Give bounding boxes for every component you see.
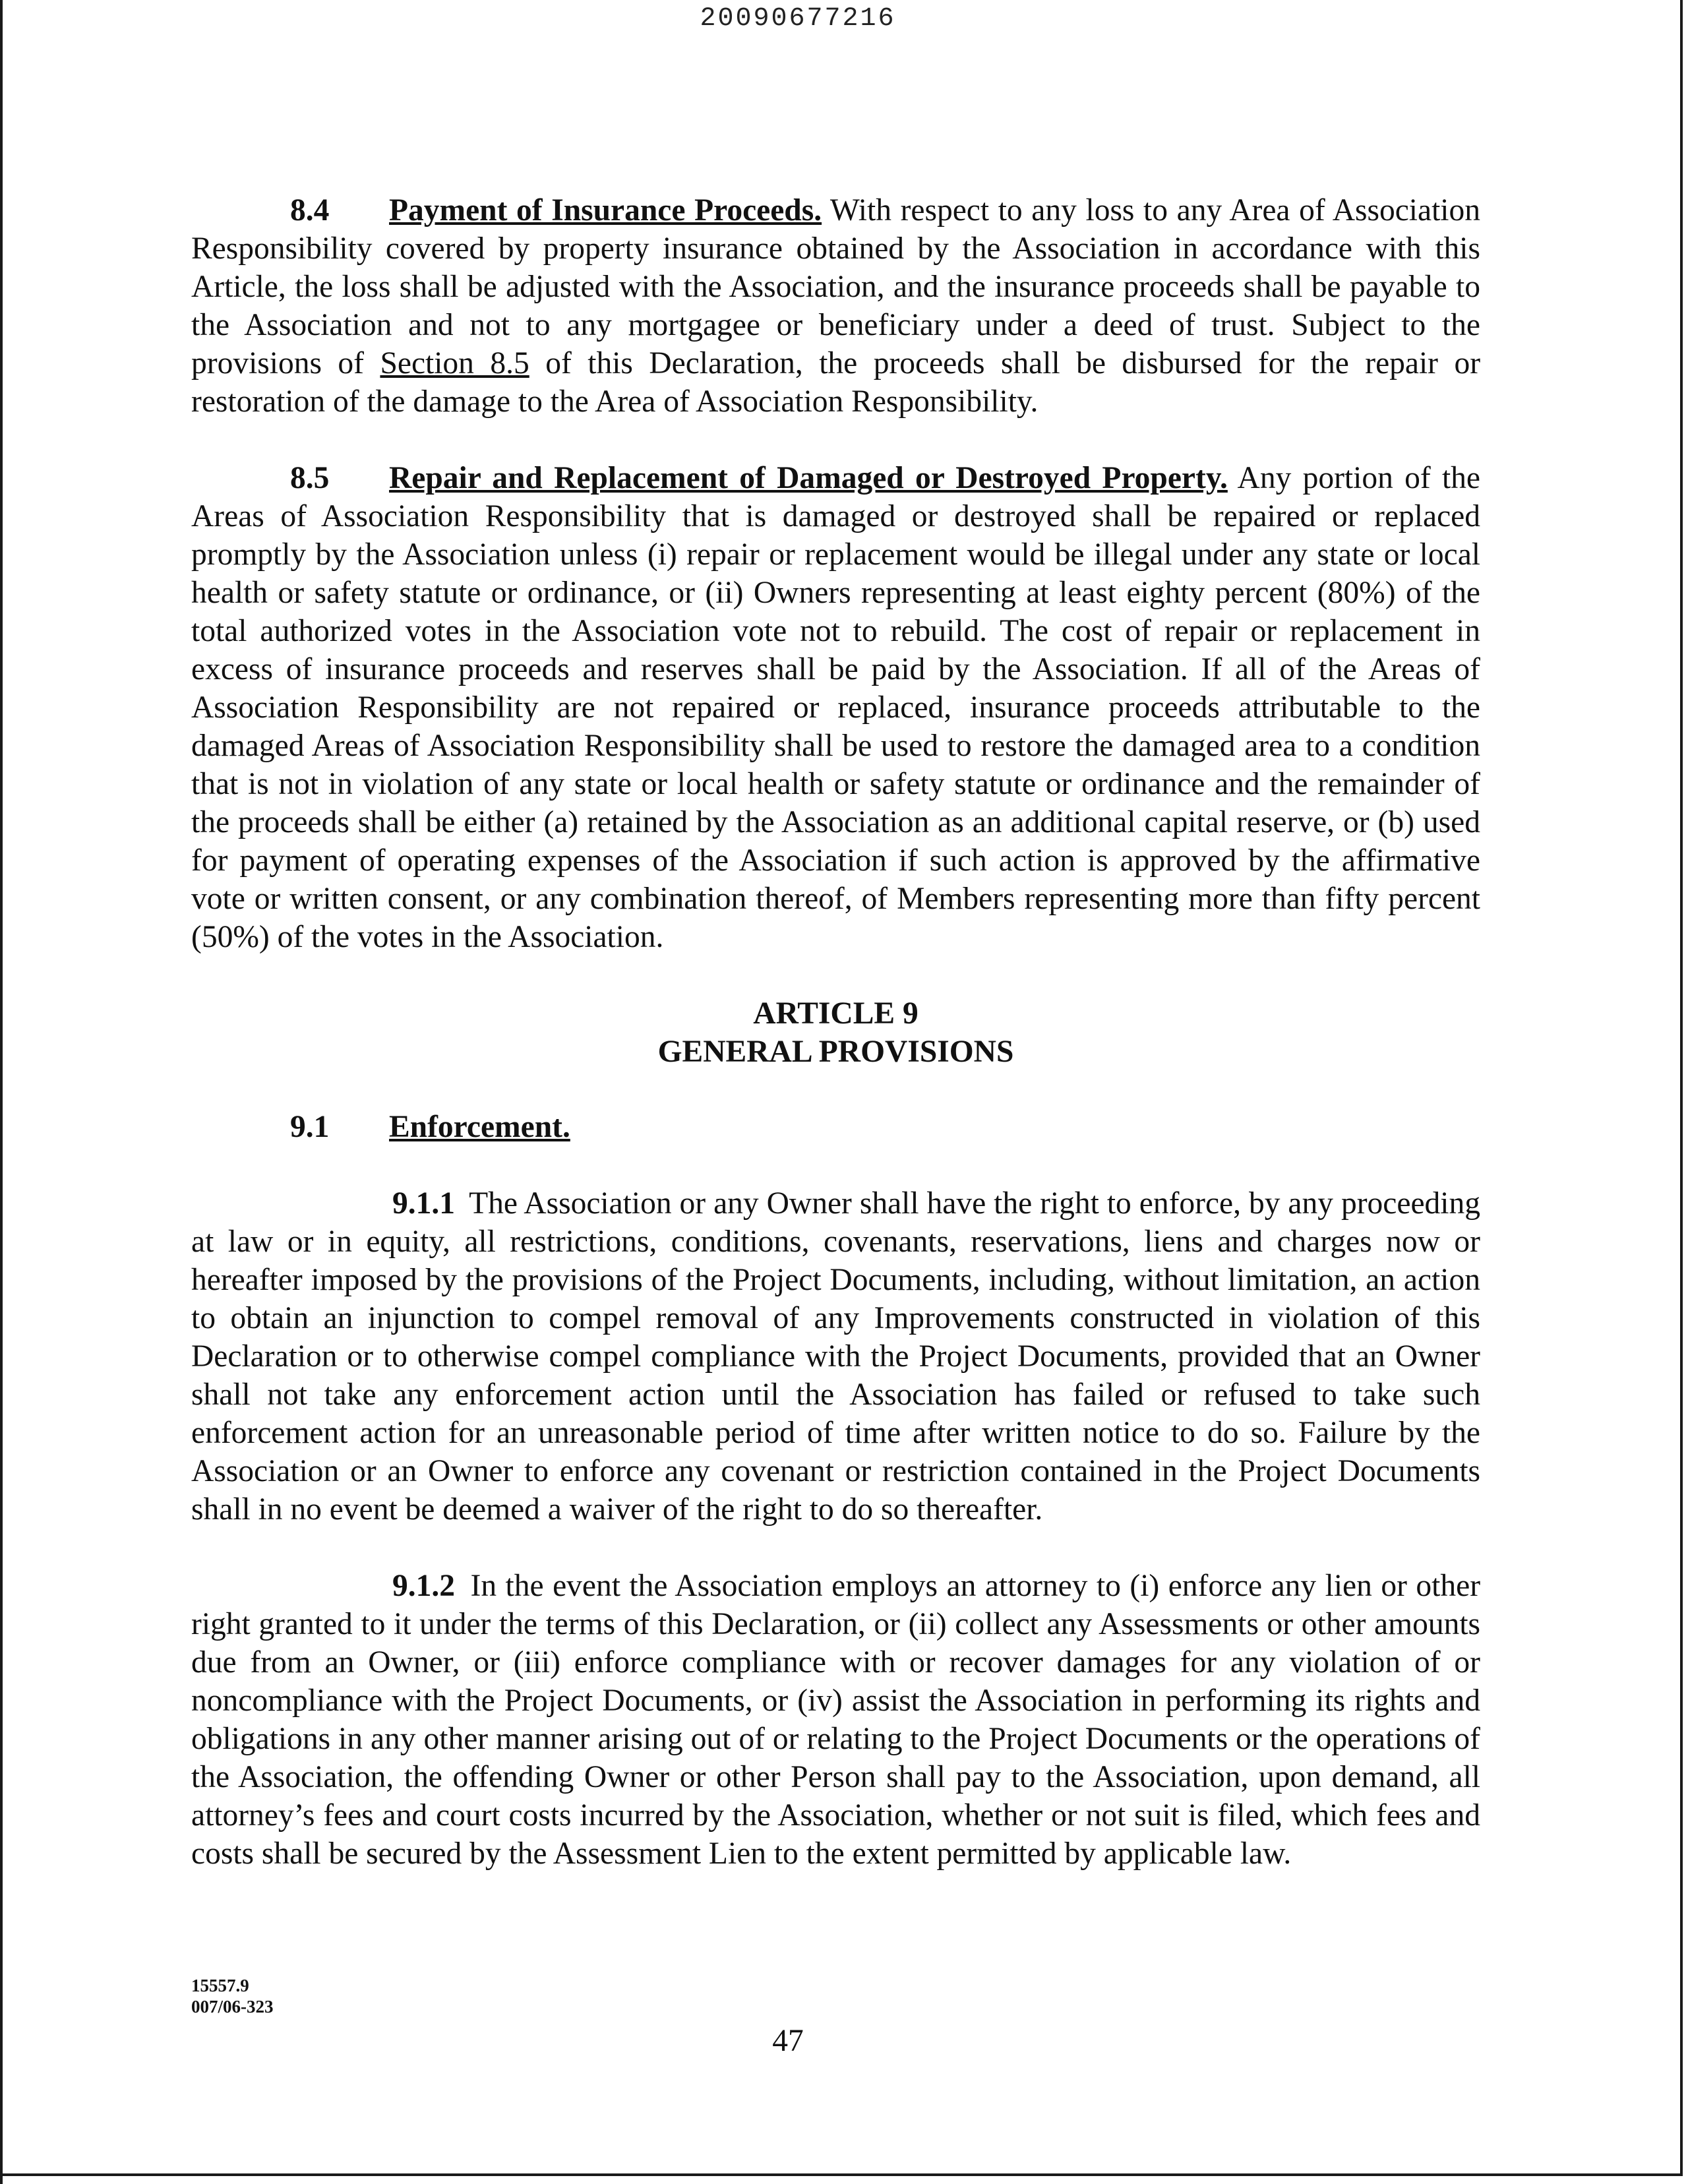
document-number-stamp: 20090677216 [700,4,896,34]
page-border-bottom [0,2173,1683,2176]
section-text: In the event the Association employs an attorney to (i) enforce any lien or other right granted to it under the terms of this Declaration, or (ii) collect any Assessments or other amounts due from an Owner, or (iii) enforce compliance with or recover damages for any violation of or noncompliance with the Project Documents, or (iv) assist the Association in performing its rights and obligations in any other manner arising out of or relating to the Project Documents or the operations of the Association, the offending Owner or other Person shall pay to the Association, upon demand, all attorney’s fees and court costs incurred by the Association, whether or not suit is filed, which fees and costs shall be secured by the Assessment Lien to the extent permitted by applicable law. [191,1569,1481,1871]
section-number: 8.5 [290,461,330,495]
section-text: The Association or any Owner shall have the right to enforce, by any proceeding at law or in equity, all restrictions, conditions, covenants, reservations, liens and charges now or hereafter imposed by the provisions of the Project Documents, including, without limitation, an action to obtain an injunction to compel removal of any Improvements constructed in violation of this Declaration or to otherwise compel compliance with the Project Documents, provided that an Owner shall not take any enforcement action until the Association has failed or refused to take such enforcement action for an unreasonable period of time after written notice to do so. Failure by the Association or an Owner to enforce any covenant or restriction contained in the Project Documents shall in no event be deemed a waiver of the right to do so thereafter. [191,1186,1480,1527]
footer-matter-id: 007/06-323 [191,1997,274,2017]
section-9-1-2 [191,1567,1480,1873]
page-number: 47 [772,2024,804,2058]
section-text: With respect to any loss to any Area of Association Responsibility covered by property insurance obtained by the Association in accordance with this Article, the loss shall be adjusted with the Association, and the insurance proceeds shall be payable to the Association and not to any mortgagee or beneficiary under a deed of trust. Subject to the provisions of [191,193,1480,380]
subsection-number: 9.1.1 [392,1186,455,1221]
subsection-number: 9.1.2 [392,1569,455,1603]
section-text-continued: of this Declaration, the proceeds shall be disbursed for the repair or restoration of the damage to the Area of Association Responsibility. [191,346,1481,419]
footer-document-ids [191,1975,274,2017]
article-heading [191,994,1480,1071]
page-border-right [1680,0,1683,2176]
section-number: 8.4 [290,193,330,228]
page-border-left [0,0,3,2184]
section-9-1-1 [191,1184,1480,1529]
section-caption: Repair and Replacement of Damaged or Destroyed Property. [389,461,1228,495]
section-caption: Enforcement. [389,1110,570,1144]
section-text: Any portion of the Areas of Association Responsibility that is damaged or destroyed shall be repaired or replaced promptly by the Association unless (i) repair or replacement would be illegal under any state or local health or safety statute or ordinance, or (ii) Owners representing at least eighty percent (80%) of the total authorized votes in the Association vote not to rebuild. The cost of repair or replacement in excess of insurance proceeds and reserves shall be paid by the Association. If all of the Areas of Association Responsibility are not repaired or replaced, insurance proceeds attributable to the damaged Areas of Association Responsibility shall be used to restore the damaged area to a condition that is not in violation of any state or local health or safety statute or ordinance and the remainder of the proceeds shall be either (a) retained by the Association as an additional capital reserve, or (b) used for payment of operating expenses of the Association if such action is approved by the affirmative vote or written consent, or any combination thereof, of Members representing more than fifty percent (50%) of the votes in the Association. [191,461,1480,954]
document-body [191,191,1480,1911]
section-caption: Payment of Insurance Proceeds. [389,193,822,228]
section-cross-reference: Section 8.5 [380,346,529,380]
article-title: GENERAL PROVISIONS [657,1035,1014,1069]
footer-doc-id: 15557.9 [191,1976,249,1995]
section-8-4 [191,191,1480,421]
section-9-1 [191,1108,1480,1146]
article-label: ARTICLE 9 [753,996,919,1031]
section-number: 9.1 [290,1110,330,1144]
section-8-5 [191,459,1480,956]
